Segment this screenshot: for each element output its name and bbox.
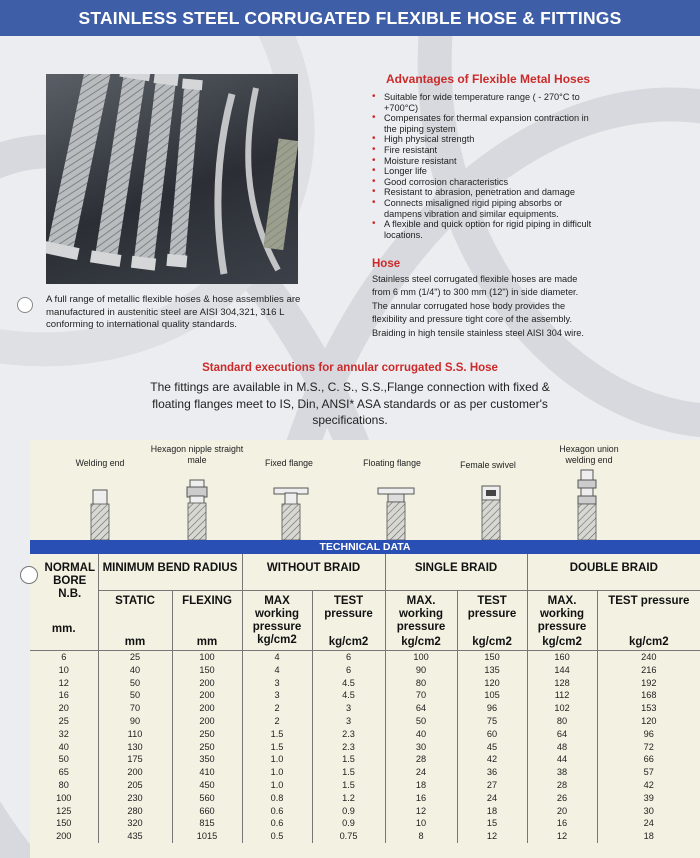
table-cell: 16 — [527, 817, 597, 830]
table-cell: 435 — [98, 830, 172, 843]
static-header: STATIC — [98, 590, 172, 636]
table-cell: 80 — [30, 779, 98, 792]
table-row — [30, 741, 700, 754]
hose-description: Stainless steel corrugated flexible hoses are made from 6 mm (1/4") to 300 mm (12") in side diameter. The annular corrugated hose body provides the flexibility and pressure tight core of the assembly. Braiding in high tensile stainless steel AISI 304 wire. — [372, 274, 584, 338]
table-cell: 66 — [643, 754, 654, 765]
table-cell: 110 — [98, 728, 172, 741]
max-wp-double-header: MAX. working pressure — [527, 590, 597, 636]
table-cell: 200 — [172, 702, 242, 715]
table-cell: 105 — [457, 689, 527, 702]
table-row — [30, 664, 700, 677]
table-cell: 1.5 — [312, 779, 385, 792]
table-cell: 44 — [527, 753, 597, 766]
table-cell: 1015 — [172, 830, 242, 843]
flexing-header: FLEXING — [172, 590, 242, 636]
table-cell: 150 — [172, 664, 242, 677]
hexagon-nipple-icon — [187, 480, 207, 540]
table-cell: 26 — [527, 792, 597, 805]
table-cell: 660 — [172, 805, 242, 818]
table-row — [30, 766, 700, 779]
fitting-label: Female swivel — [460, 460, 516, 470]
fittings-panel — [30, 440, 700, 540]
fitting-label: Hexagon union welding end — [559, 444, 619, 465]
table-cell: 560 — [172, 792, 242, 805]
table-cell: 3 — [312, 715, 385, 728]
table-cell: 40 — [30, 741, 98, 754]
nb-header — [30, 554, 98, 651]
table-subheader-row — [30, 590, 700, 636]
table-cell: 160 — [527, 651, 597, 664]
table-cell: 320 — [98, 817, 172, 830]
table-row — [30, 702, 700, 715]
table-cell: 90 — [385, 664, 457, 677]
table-cell: 32 — [30, 728, 98, 741]
table-cell: 250 — [172, 741, 242, 754]
table-row — [30, 728, 700, 741]
table-cell: 120 — [457, 677, 527, 690]
unit-max-double: kg/cm2 — [527, 636, 597, 651]
table-cell: 25 — [98, 651, 172, 664]
table-cell: 15 — [457, 817, 527, 830]
table-cell: 200 — [98, 766, 172, 779]
table-cell: 50 — [385, 715, 457, 728]
table-row — [30, 779, 700, 792]
floating-flange-icon — [378, 488, 414, 540]
table-cell: 3 — [242, 689, 312, 702]
table-cell: 38 — [527, 766, 597, 779]
table-cell: 96 — [457, 702, 527, 715]
fittings-drawings — [30, 440, 700, 540]
table-cell: 1.5 — [312, 753, 385, 766]
table-cell: 40 — [385, 728, 457, 741]
table-cell: 0.6 — [242, 817, 312, 830]
table-cell: 410 — [172, 766, 242, 779]
advantage-item: • Longer life — [370, 166, 600, 177]
table-cell: 200 — [172, 689, 242, 702]
advantage-item: • Fire resistant — [370, 145, 600, 156]
hose-section — [372, 258, 590, 340]
table-cell: 36 — [457, 766, 527, 779]
table-cell: 75 — [457, 715, 527, 728]
table-row — [30, 817, 700, 830]
table-cell: 57 — [643, 767, 654, 778]
table-cell: 216 — [641, 664, 657, 675]
fitting-label: Welding end — [75, 458, 125, 468]
table-cell: 150 — [457, 651, 527, 664]
table-cell: 130 — [98, 741, 172, 754]
table-cell: 350 — [172, 753, 242, 766]
table-cell: 27 — [457, 779, 527, 792]
table-cell: 20 — [30, 702, 98, 715]
table-cell: 70 — [98, 702, 172, 715]
technical-data-body — [30, 651, 700, 843]
table-cell: 153 — [641, 703, 657, 714]
table-cell: 80 — [527, 715, 597, 728]
table-cell: 72 — [643, 741, 654, 752]
table-cell: 150 — [30, 817, 98, 830]
unit-flexing: mm — [172, 636, 242, 651]
table-cell: 1.5 — [312, 766, 385, 779]
table-cell: 25 — [30, 715, 98, 728]
table-cell: 200 — [172, 715, 242, 728]
table-row — [30, 805, 700, 818]
table-cell: 0.9 — [312, 805, 385, 818]
table-cell: 6 — [312, 664, 385, 677]
table-bullet-circle — [20, 566, 38, 584]
table-cell: 0.8 — [242, 792, 312, 805]
table-cell: 102 — [527, 702, 597, 715]
table-cell: 205 — [98, 779, 172, 792]
table-cell: 100 — [172, 651, 242, 664]
table-cell: 168 — [641, 690, 657, 701]
test-double-header: TEST pressure — [608, 594, 690, 607]
table-cell: 64 — [527, 728, 597, 741]
table-cell: 18 — [643, 831, 654, 842]
table-cell: 230 — [98, 792, 172, 805]
table-cell: 60 — [457, 728, 527, 741]
table-cell: 175 — [98, 753, 172, 766]
welding-end-icon — [91, 490, 109, 540]
table-cell: 112 — [527, 689, 597, 702]
table-cell: 0.75 — [312, 830, 385, 843]
table-cell: 450 — [172, 779, 242, 792]
table-cell: 135 — [457, 664, 527, 677]
table-cell: 120 — [641, 715, 657, 726]
table-cell: 18 — [457, 805, 527, 818]
table-row — [30, 830, 700, 843]
technical-data-table — [30, 554, 700, 843]
advantages-list — [370, 92, 600, 240]
advantage-item: • Compensates for thermal expansion contraction in the piping system — [370, 113, 600, 134]
table-cell: 16 — [385, 792, 457, 805]
table-cell: 4 — [242, 664, 312, 677]
technical-data-bar: TECHNICAL DATA — [30, 540, 700, 554]
table-cell: 40 — [98, 664, 172, 677]
table-unit-row — [30, 636, 700, 651]
table-cell: 200 — [30, 830, 98, 843]
table-cell: 24 — [643, 818, 654, 829]
table-cell: 1.0 — [242, 779, 312, 792]
table-cell: 0.9 — [312, 817, 385, 830]
photo-caption: A full range of metallic flexible hoses & hose assemblies are manufactured in austenitic steel are AISI 304,321, 316 L conforming to international quality standards. — [46, 294, 301, 330]
table-cell: 16 — [30, 689, 98, 702]
advantage-item: • Connects misaligned rigid piping absorbs or dampens vibration and similar equipments. — [370, 198, 600, 219]
test-single-header: TEST pressure — [457, 590, 527, 636]
unit-test-without: kg/cm2 — [312, 636, 385, 651]
table-row — [30, 651, 700, 664]
table-cell: 6 — [312, 651, 385, 664]
table-cell: 3 — [312, 702, 385, 715]
fitting-label: Fixed flange — [265, 458, 313, 468]
unit-static: mm — [98, 636, 172, 651]
table-cell: 1.0 — [242, 753, 312, 766]
table-cell: 100 — [30, 792, 98, 805]
table-cell: 12 — [385, 805, 457, 818]
table-cell: 2 — [242, 702, 312, 715]
table-cell: 128 — [527, 677, 597, 690]
double-braid-header: DOUBLE BRAID — [527, 554, 700, 590]
header-bar — [0, 0, 700, 36]
unit-max-single: kg/cm2 — [385, 636, 457, 651]
table-cell: 80 — [385, 677, 457, 690]
unit-test-single: kg/cm2 — [457, 636, 527, 651]
hexagon-union-icon — [578, 470, 596, 540]
table-cell: 64 — [385, 702, 457, 715]
table-cell: 1.5 — [242, 741, 312, 754]
advantage-item: • A flexible and quick option for rigid piping in difficult locations. — [370, 219, 600, 240]
unit-test-double: kg/cm2 — [597, 636, 700, 651]
table-cell: 2.3 — [312, 741, 385, 754]
table-row — [30, 677, 700, 690]
standard-title: Standard executions for annular corrugated S.S. Hose — [202, 362, 498, 374]
table-cell: 24 — [385, 766, 457, 779]
table-cell: 200 — [172, 677, 242, 690]
table-cell: 2 — [242, 715, 312, 728]
max-wp-without-header: MAX working pressure kg/cm2 — [242, 590, 312, 651]
without-braid-header: WITHOUT BRAID — [242, 554, 385, 590]
table-cell: 50 — [30, 753, 98, 766]
table-cell: 280 — [98, 805, 172, 818]
hose-title: Hose — [372, 258, 401, 270]
table-row — [30, 689, 700, 702]
table-cell: 28 — [527, 779, 597, 792]
table-row — [30, 792, 700, 805]
advantages-section — [370, 72, 600, 240]
table-cell: 18 — [385, 779, 457, 792]
table-cell: 42 — [457, 753, 527, 766]
advantage-item: • Resistant to abrasion, penetration and damage — [370, 187, 600, 198]
table-cell: 815 — [172, 817, 242, 830]
table-cell: 50 — [98, 689, 172, 702]
nb-header-label: NORMAL BORE N.B. — [44, 562, 95, 600]
table-cell: 20 — [527, 805, 597, 818]
test-without-header: TEST pressure — [312, 590, 385, 636]
table-cell: 192 — [641, 677, 657, 688]
hoses-illustration — [46, 74, 298, 284]
table-cell: 0.6 — [242, 805, 312, 818]
table-cell: 2.3 — [312, 728, 385, 741]
table-cell: 65 — [30, 766, 98, 779]
nb-unit: mm. — [51, 623, 76, 635]
table-cell: 3 — [242, 677, 312, 690]
advantage-item: • Suitable for wide temperature range ( - 270°C to +700°C) — [370, 92, 600, 113]
table-cell: 0.5 — [242, 830, 312, 843]
table-cell: 10 — [385, 817, 457, 830]
table-cell: 48 — [527, 741, 597, 754]
table-cell: 28 — [385, 753, 457, 766]
table-cell: 4.5 — [312, 689, 385, 702]
table-cell: 144 — [527, 664, 597, 677]
table-cell: 250 — [172, 728, 242, 741]
table-cell: 125 — [30, 805, 98, 818]
table-cell: 6 — [30, 651, 98, 664]
table-cell: 50 — [98, 677, 172, 690]
table-cell: 12 — [30, 677, 98, 690]
product-photo — [46, 74, 298, 284]
fitting-label: Hexagon nipple straight male — [150, 444, 244, 465]
standard-description: The fittings are available in M.S., C. S., S.S.,Flange connection with fixed & floating flanges meet to IS, Din, ANSI* ASA standards or as per customer's specifications. — [150, 380, 550, 427]
standard-executions-section — [0, 362, 700, 429]
table-cell: 4 — [242, 651, 312, 664]
table-cell: 4.5 — [312, 677, 385, 690]
table-cell: 1.0 — [242, 766, 312, 779]
table-header-row — [30, 554, 700, 590]
advantages-title: Advantages of Flexible Metal Hoses — [386, 72, 591, 86]
single-braid-header: SINGLE BRAID — [385, 554, 527, 590]
table-cell: 1.2 — [312, 792, 385, 805]
table-cell: 70 — [385, 689, 457, 702]
table-cell: 12 — [457, 830, 527, 843]
table-row — [30, 753, 700, 766]
table-cell: 96 — [643, 728, 654, 739]
table-cell: 39 — [643, 792, 654, 803]
table-cell: 42 — [643, 779, 654, 790]
table-cell: 8 — [385, 830, 457, 843]
fixed-flange-icon — [274, 488, 308, 540]
page-title: STAINLESS STEEL CORRUGATED FLEXIBLE HOSE & FITTINGS — [78, 7, 622, 28]
table-cell: 45 — [457, 741, 527, 754]
table-cell: 10 — [30, 664, 98, 677]
max-wp-single-header: MAX. working pressure — [385, 590, 457, 636]
table-cell: 30 — [385, 741, 457, 754]
advantage-item: • High physical strength — [370, 134, 600, 145]
table-row — [30, 715, 700, 728]
advantage-item: • Good corrosion characteristics — [370, 177, 600, 188]
fitting-label: Floating flange — [363, 458, 421, 468]
bullet-circle — [17, 297, 33, 313]
table-cell: 240 — [641, 652, 657, 662]
advantage-item: • Moisture resistant — [370, 156, 600, 167]
table-cell: 90 — [98, 715, 172, 728]
table-cell: 24 — [457, 792, 527, 805]
table-cell: 100 — [385, 651, 457, 664]
table-cell: 1.5 — [242, 728, 312, 741]
bend-radius-header: MINIMUM BEND RADIUS — [98, 554, 242, 590]
female-swivel-icon — [482, 486, 500, 540]
table-cell: 30 — [643, 805, 654, 816]
table-cell: 12 — [527, 830, 597, 843]
